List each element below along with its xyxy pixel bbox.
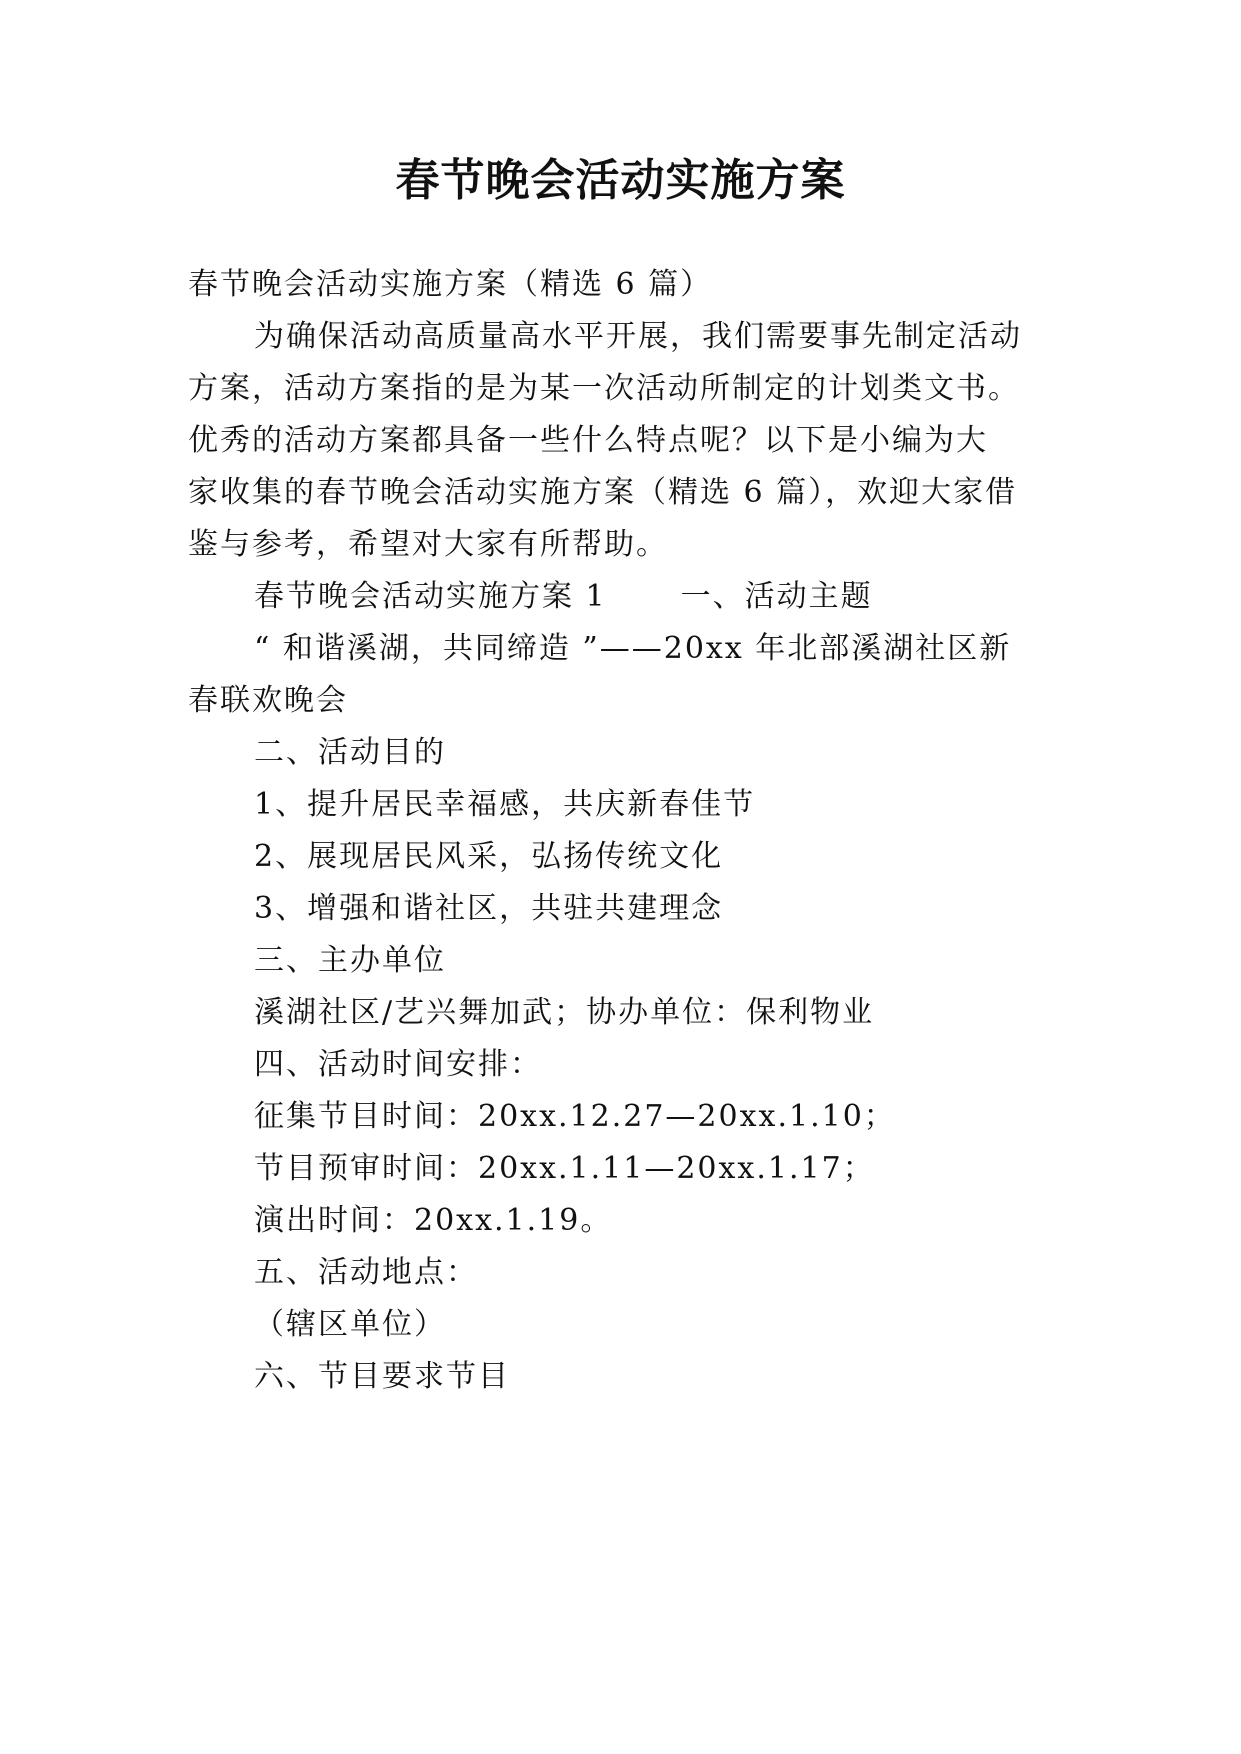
goal-item: 1、提升居民幸福感，共庆新春佳节 [254, 787, 756, 822]
venue-text: （辖区单位） [254, 1307, 446, 1342]
organizers-text: 溪湖社区/艺兴舞加武；协办单位：保利物业 [254, 995, 875, 1030]
schedule-item: 征集节目时间：20xx.12.27—20xx.1.10； [254, 1099, 896, 1134]
document-subtitle: 春节晚会活动实施方案（精选 6 篇） [188, 267, 713, 302]
schedule-item: 演出时间：20xx.1.19。 [254, 1203, 613, 1238]
intro-line: 为确保活动高质量高水平开展，我们需要事先制定活动 [254, 319, 1022, 354]
intro-line: 鉴与参考，希望对大家有所帮助。 [188, 527, 668, 562]
plan-heading: 春节晚会活动实施方案 1 [254, 579, 607, 614]
section-heading: 一、活动主题 [680, 579, 873, 614]
section-heading: 五、活动地点： [254, 1255, 478, 1290]
intro-line: 家收集的春节晚会活动实施方案（精选 6 篇），欢迎大家借 [188, 475, 1018, 510]
goal-item: 3、增强和谐社区，共驻共建理念 [254, 891, 724, 926]
schedule-item: 节目预审时间：20xx.1.11—20xx.1.17； [254, 1151, 875, 1186]
section-heading: 六、节目要求节目 [254, 1359, 510, 1394]
intro-line: 优秀的活动方案都具备一些什么特点呢？以下是小编为大 [188, 423, 988, 458]
theme-line: “ 和谐溪湖，共同缔造 ”——20xx 年北部溪湖社区新 [254, 631, 1012, 666]
section-heading: 二、活动目的 [254, 735, 446, 770]
section-heading: 三、主办单位 [254, 943, 446, 978]
plan-heading-line [254, 577, 873, 617]
intro-line: 方案，活动方案指的是为某一次活动所制定的计划类文书。 [188, 371, 1020, 406]
goal-item: 2、展现居民风采，弘扬传统文化 [254, 839, 724, 874]
section-heading: 四、活动时间安排： [254, 1047, 542, 1082]
document-title: 春节晚会活动实施方案 [395, 155, 846, 206]
theme-line: 春联欢晚会 [188, 683, 348, 718]
